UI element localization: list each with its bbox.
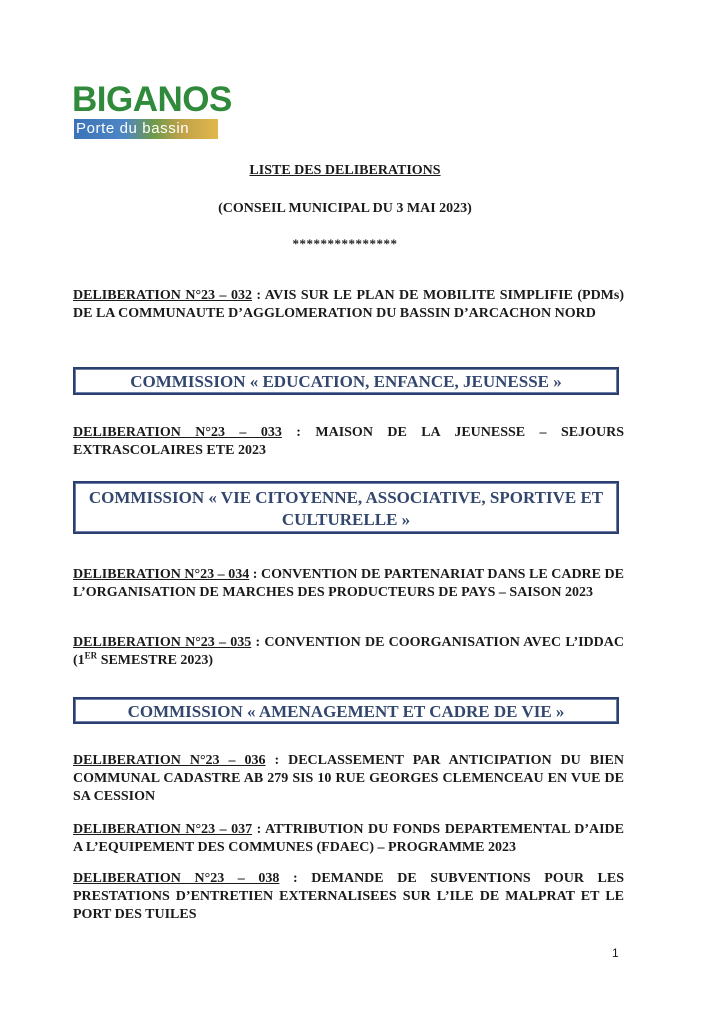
deliberation-032 xyxy=(73,287,624,323)
deliberation-035 xyxy=(73,634,624,670)
deliberation-033 xyxy=(73,424,624,460)
deliberation-036 xyxy=(73,752,624,806)
deliberation-ref: DELIBERATION N°23 – 037 xyxy=(73,822,253,837)
deliberation-text: : AVIS SUR LE PLAN DE MOBILITE SIMPLIFIE (PDMs) DE LA COMMUNAUTE D’AGGLOMERATION DU BASSIN D’ARCACHON NORD xyxy=(73,288,624,321)
commission-education-box xyxy=(73,367,619,395)
deliberation-text: : DECLASSEMENT PAR ANTICIPATION DU BIEN COMMUNAL CADASTRE AB 279 SIS 10 RUE GEORGES CLEMENCEAU EN VUE DE SA CESSION xyxy=(73,753,624,804)
document-subtitle: (CONSEIL MUNICIPAL DU 3 MAI 2023) xyxy=(218,201,472,216)
deliberation-037 xyxy=(73,821,624,857)
separator-stars: *************** xyxy=(292,236,398,251)
deliberation-ref: DELIBERATION N°23 – 035 xyxy=(73,635,252,650)
deliberation-ref: DELIBERATION N°23 – 038 xyxy=(73,871,280,886)
deliberation-text-after: SEMESTRE 2023) xyxy=(97,653,214,668)
page-number: 1 xyxy=(612,946,619,960)
deliberation-038 xyxy=(73,870,624,924)
deliberation-text: : DEMANDE DE SUBVENTIONS POUR LES PRESTATIONS D’ENTRETIEN EXTERNALISEES SUR L’ILE DE MALPRAT ET LE PORT DES TUILES xyxy=(73,871,624,922)
logo-band xyxy=(74,119,218,139)
deliberation-text: : MAISON DE LA JEUNESSE – SEJOURS EXTRASCOLAIRES ETE 2023 xyxy=(73,425,624,458)
deliberation-ref: DELIBERATION N°23 – 033 xyxy=(73,425,282,440)
deliberation-text: : ATTRIBUTION DU FONDS DEPARTEMENTAL D’AIDE A L’EQUIPEMENT DES COMMUNES (FDAEC) – PROGRAMME 2023 xyxy=(73,822,624,855)
deliberation-ref: DELIBERATION N°23 – 034 xyxy=(73,567,250,582)
commission-title: COMMISSION « AMENAGEMENT ET CADRE DE VIE » xyxy=(127,702,565,721)
deliberation-ref: DELIBERATION N°23 – 036 xyxy=(73,753,266,768)
deliberation-text: : CONVENTION DE PARTENARIAT DANS LE CADRE DE L’ORGANISATION DE MARCHES DES PRODUCTEURS DE PAYS – SAISON 2023 xyxy=(73,567,624,600)
deliberation-034 xyxy=(73,566,624,602)
biganos-logo xyxy=(72,80,232,142)
commission-title: COMMISSION « EDUCATION, ENFANCE, JEUNESSE » xyxy=(130,372,562,391)
deliberation-ref: DELIBERATION N°23 – 032 xyxy=(73,288,252,303)
commission-title-line1: COMMISSION « VIE CITOYENNE, ASSOCIATIVE, SPORTIVE ET xyxy=(88,488,604,507)
commission-title-line2: CULTURELLE » xyxy=(281,510,411,529)
logo-wordmark: BIGANOS xyxy=(72,80,232,119)
deliberation-text: : CONVENTION DE COORGANISATION AVEC L’IDDAC (1 xyxy=(73,635,624,668)
superscript-er: ER xyxy=(84,650,98,661)
logo-tagline: Porte du bassin xyxy=(76,120,190,137)
commission-vie-citoyenne-box xyxy=(73,481,619,534)
commission-amenagement-box xyxy=(73,697,619,724)
document-title: LISTE DES DELIBERATIONS xyxy=(249,163,441,178)
